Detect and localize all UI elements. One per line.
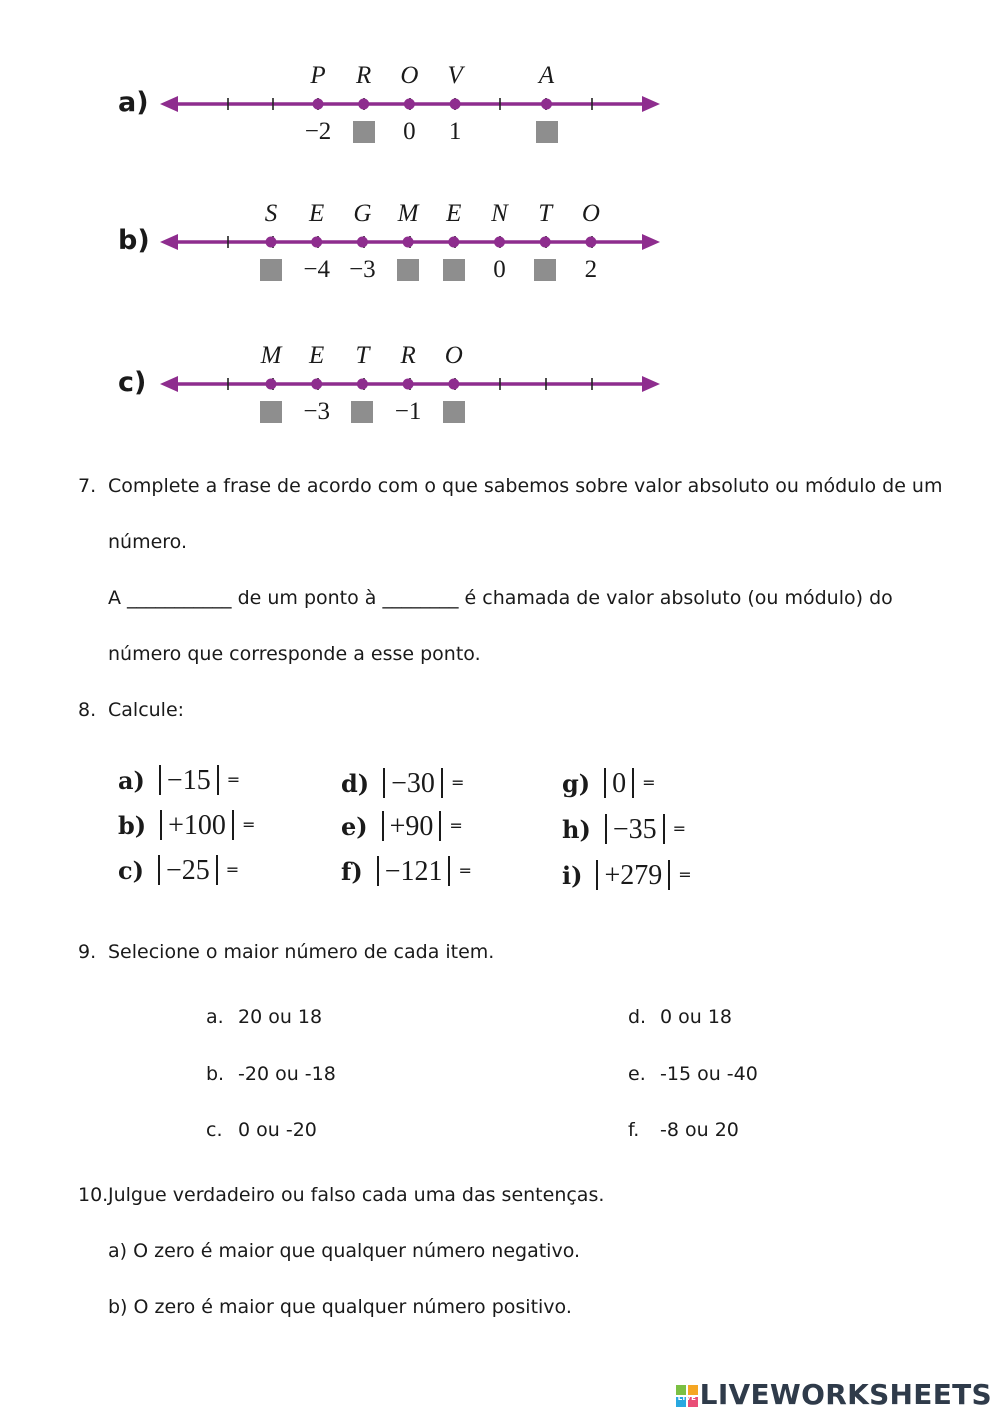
q9-item-a-letter: a. [206, 1006, 224, 1028]
abs-item-eq: = [672, 819, 687, 838]
number-line-letter: O [581, 200, 600, 227]
abs-item-i[interactable] [562, 859, 692, 892]
number-line-letter: P [310, 62, 326, 89]
abs-item-g[interactable] [562, 767, 656, 800]
number-line-label: b) [118, 225, 150, 256]
abs-item-eq: = [241, 815, 256, 834]
abs-item-label: a) [118, 766, 145, 795]
arrow-right-icon [642, 234, 660, 250]
abs-bar-right [216, 855, 218, 885]
number-line-point [311, 237, 322, 248]
q9-item-d[interactable]: 0 ou 18 [660, 1006, 733, 1028]
abs-bar-left [604, 768, 606, 798]
number-line-letter: T [355, 342, 370, 369]
abs-item-eq: = [226, 770, 241, 789]
number-line-letter: G [353, 200, 372, 227]
q9-item-e[interactable]: -15 ou -40 [660, 1063, 758, 1085]
abs-bar-right [448, 856, 450, 886]
hidden-value-box[interactable] [443, 401, 465, 423]
arrow-left-icon [160, 234, 178, 250]
q10-item-a[interactable]: a) O zero é maior que qualquer número negativo. [108, 1240, 581, 1262]
number-line-letter: E [309, 200, 325, 227]
number-line-point [448, 379, 459, 390]
number-line-letter: O [400, 62, 419, 89]
number-line-letter: M [397, 200, 419, 227]
number-line-point [494, 237, 505, 248]
logo-text: LIVEWORKSHEETS [699, 1378, 992, 1411]
number-line-point [266, 237, 277, 248]
number-line-letter: M [260, 342, 282, 369]
liveworksheets-mark-icon [676, 1385, 698, 1407]
number-line-letter: N [491, 200, 508, 227]
number-line-letter: E [446, 200, 462, 227]
q9-title: Selecione o maior número de cada item. [108, 941, 495, 963]
number-line-value: −3 [303, 398, 330, 425]
number-line-letter: T [538, 200, 553, 227]
abs-item-f[interactable] [341, 855, 472, 888]
number-line-point [448, 237, 459, 248]
abs-item-eq: = [225, 860, 240, 879]
abs-bar-right [232, 810, 234, 840]
abs-item-eq: = [642, 773, 656, 792]
abs-bar-right [217, 765, 219, 795]
abs-item-value: −15 [166, 765, 211, 796]
q9-number: 9. [78, 941, 97, 963]
number-line-point [403, 237, 414, 248]
abs-bar-right [668, 860, 670, 890]
number-line-label: c) [118, 367, 147, 398]
hidden-value-box[interactable] [397, 259, 419, 281]
number-line-label: a) [118, 87, 149, 118]
abs-bar-left [382, 811, 384, 841]
number-line-value: 2 [584, 256, 598, 283]
abs-item-value: +279 [604, 860, 663, 891]
arrow-left-icon [160, 376, 178, 392]
number-line-point [585, 237, 596, 248]
q7-text-line1: Complete a frase de acordo com o que sabemos sobre valor absoluto ou módulo de um [108, 475, 943, 497]
logo-mark-text: LIVE [677, 1394, 696, 1402]
abs-item-label: b) [118, 811, 147, 840]
abs-item-value: −35 [612, 814, 657, 845]
q7-number: 7. [78, 475, 97, 497]
q9-item-f[interactable]: -8 ou 20 [660, 1119, 739, 1141]
number-line-value: 1 [448, 118, 462, 145]
number-line-point [266, 379, 277, 390]
number-line-letter: A [538, 62, 555, 89]
number-line-point [540, 237, 551, 248]
abs-item-a[interactable] [118, 764, 240, 797]
arrow-right-icon [642, 96, 660, 112]
abs-item-d[interactable] [341, 767, 464, 800]
q9-item-e-letter: e. [628, 1063, 646, 1085]
q7-sentence-line1[interactable]: A ___________ de um ponto à ________ é chamada de valor absoluto (ou módulo) do [108, 587, 893, 609]
q7-sentence-line2: número que corresponde a esse ponto. [108, 643, 481, 665]
number-line-point [541, 99, 552, 110]
hidden-value-box[interactable] [536, 121, 558, 143]
q9-item-f-letter: f. [628, 1119, 640, 1141]
abs-item-value: +90 [389, 811, 434, 842]
abs-item-label: h) [562, 815, 591, 844]
number-line-value: −2 [304, 118, 332, 145]
abs-item-value: 0 [612, 768, 627, 799]
number-line-point [358, 99, 369, 110]
number-line-point [450, 99, 461, 110]
abs-bar-left [596, 860, 598, 890]
number-line-point [357, 237, 368, 248]
abs-item-h[interactable] [562, 813, 686, 846]
abs-bar-left [159, 765, 161, 795]
abs-item-eq: = [678, 865, 692, 884]
abs-bar-right [663, 814, 665, 844]
q9-item-b[interactable]: -20 ou -18 [238, 1063, 336, 1085]
abs-item-label: c) [118, 856, 144, 885]
q10-number: 10. [78, 1184, 109, 1206]
q7-text-line2: número. [108, 531, 188, 553]
abs-bar-left [383, 768, 385, 798]
abs-item-label: f) [341, 857, 363, 886]
q10-item-b[interactable]: b) O zero é maior que qualquer número positivo. [108, 1296, 572, 1318]
number-line-letter: O [444, 342, 463, 369]
abs-item-label: d) [341, 769, 370, 798]
abs-item-eq: = [458, 861, 472, 880]
abs-bar-right [441, 768, 443, 798]
arrow-right-icon [642, 376, 660, 392]
abs-item-c[interactable] [118, 854, 239, 887]
q9-item-c-letter: c. [206, 1119, 223, 1141]
number-line-letter: R [400, 342, 416, 369]
number-line-value: −4 [303, 256, 330, 283]
q8-number: 8. [78, 699, 97, 721]
abs-item-eq: = [449, 816, 463, 835]
abs-item-label: i) [562, 861, 583, 890]
abs-item-label: e) [341, 812, 368, 841]
number-line-point [403, 379, 414, 390]
number-line-point [357, 379, 368, 390]
abs-item-b[interactable] [118, 809, 255, 842]
abs-bar-right [632, 768, 634, 798]
abs-item-label: g) [562, 769, 591, 798]
number-line-point [404, 99, 415, 110]
number-line-point [313, 99, 324, 110]
q9-item-b-letter: b. [206, 1063, 225, 1085]
number-line-letter: R [356, 62, 372, 89]
number-line-point [311, 379, 322, 390]
arrow-left-icon [160, 96, 178, 112]
q8-title: Calcule: [108, 699, 185, 721]
abs-item-value: −121 [384, 856, 443, 887]
q9-item-a[interactable]: 20 ou 18 [238, 1006, 323, 1028]
q10-title: Julgue verdadeiro ou falso cada uma das sentenças. [108, 1184, 605, 1206]
abs-bar-left [377, 856, 379, 886]
abs-bar-left [605, 814, 607, 844]
number-line-letter: E [309, 342, 325, 369]
abs-bar-left [158, 855, 160, 885]
abs-item-value: −25 [165, 855, 210, 886]
number-line-letter: S [264, 200, 278, 227]
abs-item-e[interactable] [341, 810, 463, 843]
q9-item-d-letter: d. [628, 1006, 647, 1028]
number-line-value: −1 [394, 398, 422, 425]
number-line-value: 0 [493, 256, 506, 283]
abs-item-value: −30 [391, 768, 435, 799]
q9-item-c[interactable]: 0 ou -20 [238, 1119, 317, 1141]
abs-item-value: +100 [168, 810, 226, 841]
number-line-value: −3 [349, 256, 376, 283]
number-line-value: 0 [403, 118, 416, 145]
liveworksheets-logo[interactable] [676, 1378, 992, 1411]
abs-bar-left [160, 810, 162, 840]
number-line-letter: V [447, 62, 463, 89]
abs-item-eq: = [450, 773, 465, 792]
abs-bar-right [439, 811, 441, 841]
